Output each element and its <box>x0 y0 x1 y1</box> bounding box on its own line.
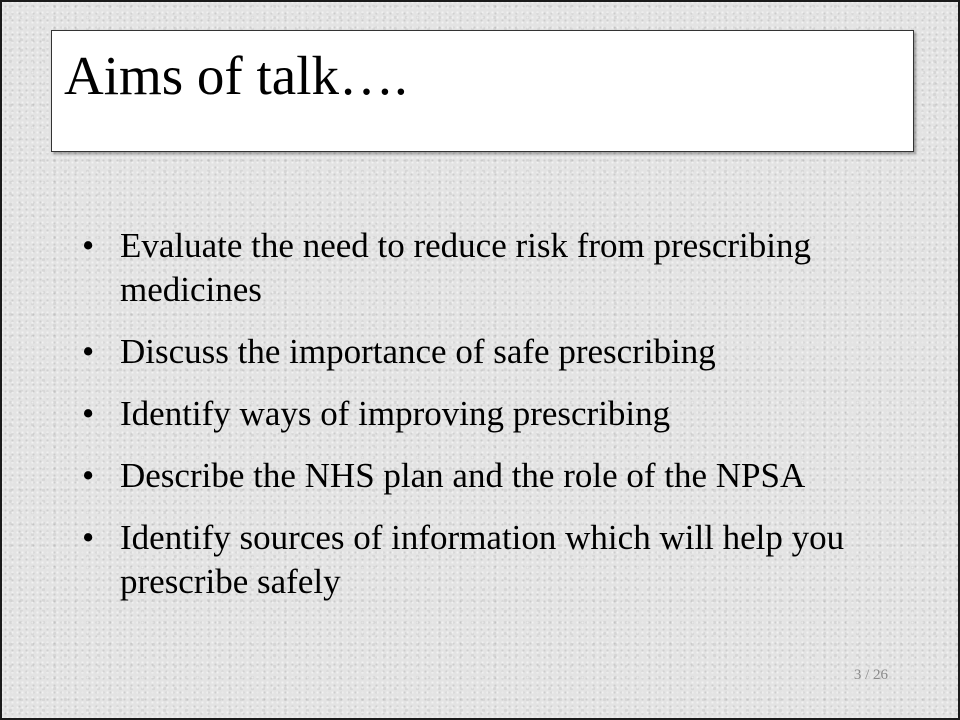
page-number: 3 / 26 <box>853 667 888 683</box>
bullet-text: Evaluate the need to reduce risk from prescribing medicines <box>120 226 811 309</box>
bullet-item <box>82 224 882 312</box>
slide-title: Aims of talk…. <box>64 45 408 106</box>
bullet-icon: • <box>82 332 95 371</box>
bullet-list <box>82 224 882 622</box>
bullet-item <box>82 330 882 374</box>
bullet-icon: • <box>82 394 95 433</box>
bullet-item <box>82 392 882 436</box>
bullet-icon: • <box>82 456 95 495</box>
bullet-item <box>82 516 882 604</box>
bullet-text: Identify sources of information which will help you prescribe safely <box>120 518 845 601</box>
bullet-icon: • <box>82 518 95 557</box>
bullet-text: Identify ways of improving prescribing <box>120 394 671 433</box>
bullet-icon: • <box>82 226 95 265</box>
title-box <box>51 30 914 152</box>
bullet-text: Discuss the importance of safe prescribing <box>120 332 716 371</box>
bullet-text: Describe the NHS plan and the role of the NPSA <box>120 456 806 495</box>
bullet-item <box>82 454 882 498</box>
